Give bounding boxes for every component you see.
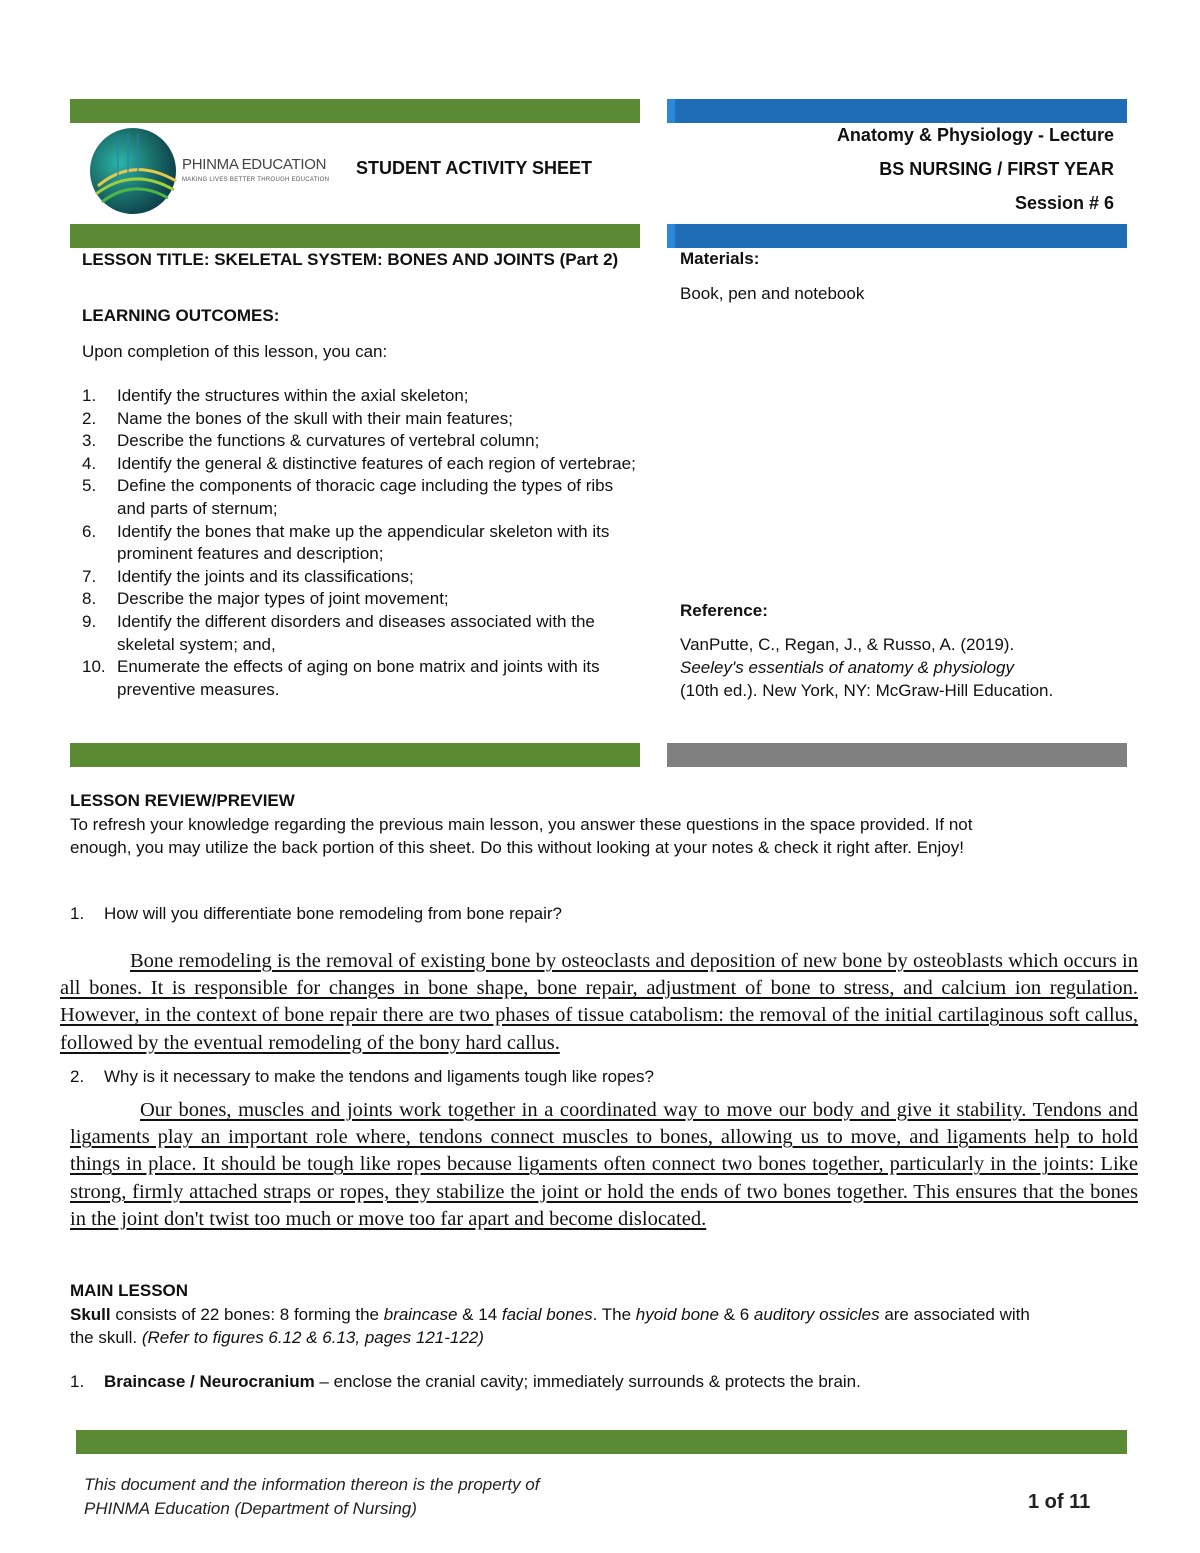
materials-value: Book, pen and notebook <box>680 284 865 303</box>
list-item: 3. Describe the functions & curvatures of vertebral column; <box>82 431 540 451</box>
braincase-item: 1. Braincase / Neurocranium – enclose the cranial cavity; immediately surrounds & protects the brain. <box>70 1372 861 1391</box>
session-label: Session # 6 <box>1014 193 1114 213</box>
review-title: LESSON REVIEW/PREVIEW <box>70 791 295 810</box>
outcomes-intro: Upon completion of this lesson, you can: <box>82 342 388 361</box>
outcomes-list <box>82 385 642 701</box>
skull-paragraph: Skull consists of 22 bones: 8 forming the braincase & 14 facial bones. The hyoid bone & 6 auditory ossicles are associated with the skull. (Refer to figures 6.12 & 6.13, pages 121-122) <box>70 1305 1030 1347</box>
main-lesson-title: MAIN LESSON <box>70 1281 189 1300</box>
program-label: BS NURSING / FIRST YEAR <box>879 159 1114 179</box>
reference-text: VanPutte, C., Regan, J., & Russo, A. (2019). Seeley's essentials of anatomy & physiology (10th ed.). New York, NY: McGraw-Hill Education. <box>680 635 1054 700</box>
list-item: 5. Define the components of thoracic cage including the types of ribs and parts of sternum; <box>82 476 614 518</box>
review-instructions: To refresh your knowledge regarding the previous main lesson, you answer these questions in the space provided. If not enough, you may utilize the back portion of this sheet. Do this without looking at your notes & check it right after. Enjoy! <box>70 815 973 857</box>
header-bar-left <box>70 99 640 123</box>
lesson-title: LESSON TITLE: SKELETAL SYSTEM: BONES AND JOINTS (Part 2) <box>82 250 619 269</box>
section-bar-right <box>667 224 1127 248</box>
footer-note: This document and the information thereon is the property of PHINMA Education (Department of Nursing) <box>84 1475 540 1518</box>
question-1: 1. How will you differentiate bone remodeling from bone repair? <box>70 904 562 923</box>
list-item: 6. Identify the bones that make up the appendicular skeleton with its prominent features and description; <box>82 521 610 564</box>
question-2: 2. Why is it necessary to make the tendons and ligaments tough like ropes? <box>70 1067 654 1086</box>
header-bar-right <box>667 99 1127 123</box>
reference-label: Reference: <box>680 601 768 620</box>
materials-label: Materials: <box>680 249 760 268</box>
sheet-title: STUDENT ACTIVITY SHEET <box>356 158 593 178</box>
list-item: 4. Identify the general & distinctive features of each region of vertebrae; <box>82 453 636 473</box>
list-item: 8. Describe the major types of joint movement; <box>82 589 449 609</box>
course-title: Anatomy & Physiology - Lecture <box>836 125 1114 145</box>
phinma-logo-icon <box>88 126 178 216</box>
answer-1: Bone remodeling is the removal of existing bone by osteoclasts and deposition of new bone by osteoblasts which occurs in all bones. It is responsible for changes in bone shape, bone repair, adjustment of bone to stress, and calcium ion regulation. However, in the context of bone repair there are two phases of tissue catabolism: the removal of the initial cartilaginous soft callus, followed by the eventual remodeling of the bony hard callus. <box>60 950 1138 1054</box>
answer-2: Our bones, muscles and joints work together in a coordinated way to move our body and give it stability. Tendons and ligaments play an important role where, tendons connect muscles to bones, allowing us to move, and ligaments help to hold things in place. It should be tough like ropes because ligaments often connect two bones together, particularly in the joints: Like strong, firmly attached straps or ropes, they stabilize the joint or hold the ends of two bones together. This ensures that the bones in the joint don't twist too much or move too far apart and become dislocated. <box>70 1099 1138 1230</box>
page-number: 1 of 11 <box>1028 1491 1091 1513</box>
section-end-bar-left <box>70 743 640 767</box>
section-bar-left <box>70 224 640 248</box>
list-item: 2. Name the bones of the skull with their main features; <box>82 408 513 428</box>
footer-bar <box>76 1430 1127 1454</box>
list-item: 9. Identify the different disorders and diseases associated with the skeletal system; and, <box>82 611 595 654</box>
list-item: 7. Identify the joints and its classifications; <box>82 566 414 586</box>
logo-tagline: MAKING LIVES BETTER THROUGH EDUCATION <box>182 177 330 183</box>
list-item: 1. Identify the structures within the axial skeleton; <box>82 386 469 405</box>
logo-name: PHINMA EDUCATION <box>182 156 327 173</box>
list-item: 10. Enumerate the effects of aging on bone matrix and joints with its preventive measures. <box>82 657 600 699</box>
section-end-bar-right <box>667 743 1127 767</box>
outcomes-title: LEARNING OUTCOMES: <box>82 306 280 325</box>
